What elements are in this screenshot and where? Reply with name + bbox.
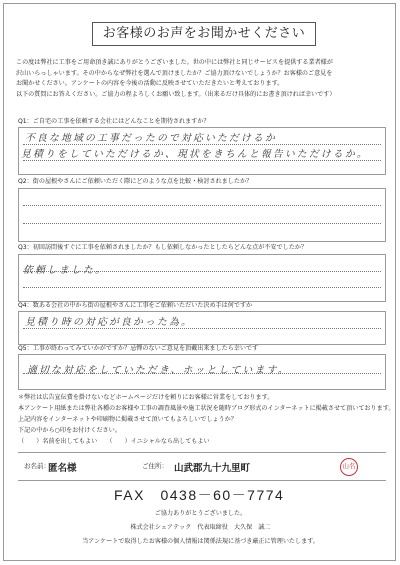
company-info: 株式会社シェアテック 代表取締役 大久保 誠二: [130, 524, 271, 531]
question-5-label: Q5：工事が終わってみていかがですか？忌憚のないご意見を頂戴出来ましたら幸いです: [18, 345, 259, 352]
note-line: ＊弊社は広告宣伝費を掛けないなどホームページだけを頼りにお客様に営業をしております。: [18, 394, 274, 401]
intro-text: [16, 58, 388, 100]
consent-options: （ ）名前を出してもよい （ ）イニシャルなら出してもよい: [18, 438, 210, 445]
intro-line: 以下の質問にお答えください。ご協力の程よろしくお願い致します。（出来るだけ具体的にお書き頂ければ幸いです）: [16, 90, 336, 98]
question-1-answer-line-2: 見積りをしていただけるか、現状をきちんと報告いただけるか。: [21, 149, 369, 160]
address-value: 山武郡九十九里町: [174, 463, 251, 474]
question-2-answer-box: [18, 188, 386, 242]
address-label: ご住所：: [142, 462, 168, 470]
question-5-answer-box: [18, 354, 386, 390]
name-label: お名前：: [24, 462, 50, 470]
question-4-answer-box: [18, 311, 386, 345]
fax-number: FAX 0438－60－7774: [114, 487, 285, 503]
question-1-answer-line-1: 不良な地域の工事だったので対応いただけるか: [25, 133, 277, 144]
question-4-label: Q4：数ある会社の中から街の屋根やさんに工事をご依頼いただいた決め手は何ですか: [18, 302, 253, 309]
note-line: 本アンケート用紙または弊社各種のお客様や工事の調査風景や施工状況を随時ブログ形式のインターネットに掲載させて頂いております。: [18, 405, 395, 412]
intro-line: 沢山いらっしゃいます。その中からなぜ弊社を選んで頂けましたか？ご協力頂けないでしょうか？お客様のご意見を: [16, 69, 333, 77]
intro-line: この度は弊社に工事をご用命頂き誠にありがとうございました。世の中には弊社と同じサービスを提供する業者様が: [16, 59, 333, 66]
page-title: お客様のお声をお聞かせください: [92, 22, 316, 46]
survey-sheet: [3, 3, 396, 561]
question-5-answer-line-1: 適切な対応をしていただき、ホッとしています。: [27, 365, 290, 376]
question-4-answer-line-1: 見積り時の対応が良かった為。: [25, 317, 193, 328]
note-line: 下記の中から○印をお付けください。: [18, 427, 121, 434]
intro-line: お聞かせください。アンケートの内容を今後の活動に反映させていただきたいと考えております。: [16, 80, 284, 88]
question-3-answer-box: [18, 254, 386, 302]
privacy-notice: 当アンケートで取得したお客様の個人情報は関係法規に基づき厳正に管理いたします。: [82, 538, 319, 545]
name-value: 匿名様: [48, 463, 77, 474]
question-1-answer-box: [18, 127, 386, 175]
thanks-text: ご協力ありがとうございました。: [154, 510, 247, 517]
question-3-label: Q3：初回訪問後すぐに工事を依頼されましたか？もし依頼しなかったとしたらどんな点が不安でしたか？: [18, 244, 307, 251]
question-1-label: Q1：ご自宅の工事を依頼する会社にはどんなことを期待されますか？: [18, 118, 210, 125]
question-2-label: Q2：街の屋根やさんにご依頼いただく際にどのような点を比較・検討されましたか？: [18, 178, 253, 185]
personal-seal-stamp: 山名: [340, 458, 358, 476]
question-3-answer-line-1: 依頼しました。: [23, 265, 107, 276]
note-line: 上記内容をインターネットや印刷物に掲載させて頂いてもよろしいでしょうか？: [18, 416, 237, 423]
